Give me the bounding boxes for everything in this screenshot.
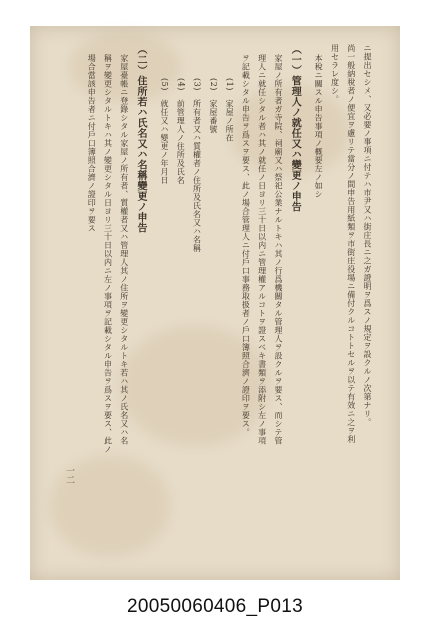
column-gap [149, 44, 157, 464]
section-heading: （二）住所若ハ氏名又ハ名稱變更ノ申告 [135, 44, 147, 233]
vertical-text-body [84, 44, 376, 464]
text-column: 理人ニ就任シタル者ハ其ノ就任ノ日ヨリ三十日以内ニ管理權アルコトヲ證スベキ書類ヲ添附シ左ノ事項 [257, 54, 267, 445]
text-column: (5) 就任又ハ變更ノ年月日 [159, 78, 169, 185]
text-column: ニ提出セシメ、又必要ノ事項ニ付テハ市尹又ハ街庄長ニ之ガ證明ヲ爲スノ規定ヲ設クルノ次第ナリ。 [363, 44, 372, 427]
text-column: (1) 家屋ノ所在 [225, 78, 235, 142]
text-column: 尚一般納稅者ノ便宜ヲ慮リテ當分ノ間申告用紙類ヲ市街庄役場ニ備付クルコトトセルヲ以テ有效ニ之ヲ利 [346, 44, 356, 444]
image-caption: 20050060406_P013 [127, 596, 303, 617]
text-column: 家屋臺帳ニ登錄シタル家屋ノ所有者、質權者又ハ管理人其ノ住所ヲ變更シタルトキ若ハ其ノ氏名又ハ名 [119, 54, 129, 445]
column-gap [303, 44, 311, 464]
text-column: 稱ヲ變更シタルトキハ其ノ變更シタル日ヨリ三十日以内ニ左ノ事項ヲ記載シタル申告ヲ爲スヲ要ス、此ノ [103, 54, 113, 454]
text-column: 用セラレ度シ。 [330, 44, 340, 104]
section-heading: （一）管理人ノ就任又ハ變更ノ申告 [289, 44, 301, 212]
text-column: ヲ記載シタル申告ヲ爲スヲ要ス、此ノ場合管理人ニ付戶口事務取扱者ノ戶口簿照合濟ノ證印ヲ要ス。 [241, 54, 251, 437]
text-column: (2) 家屋番號 [208, 78, 218, 134]
document-page [30, 26, 400, 580]
text-column: 場合當該申告者ニ付戶口簿照合濟ノ證印ヲ要ス [87, 54, 97, 233]
page-number: 一二 [64, 466, 74, 484]
text-column: 家屋ノ所有者ガ寺院、祠廟又ハ祭祀公業ナルトキハ其ノ行爲機關タル管理人ヲ設クルヲ要ス、而シテ管 [273, 54, 283, 445]
text-column: (3) 所有者又ハ質權者ノ住所及氏名又ハ名稱 [192, 78, 202, 253]
text-column: 本稅ニ關スル申告事項ノ概要左ノ如シ [314, 54, 324, 199]
text-column: (4) 前管理人ノ住所及氏名 [176, 78, 186, 185]
